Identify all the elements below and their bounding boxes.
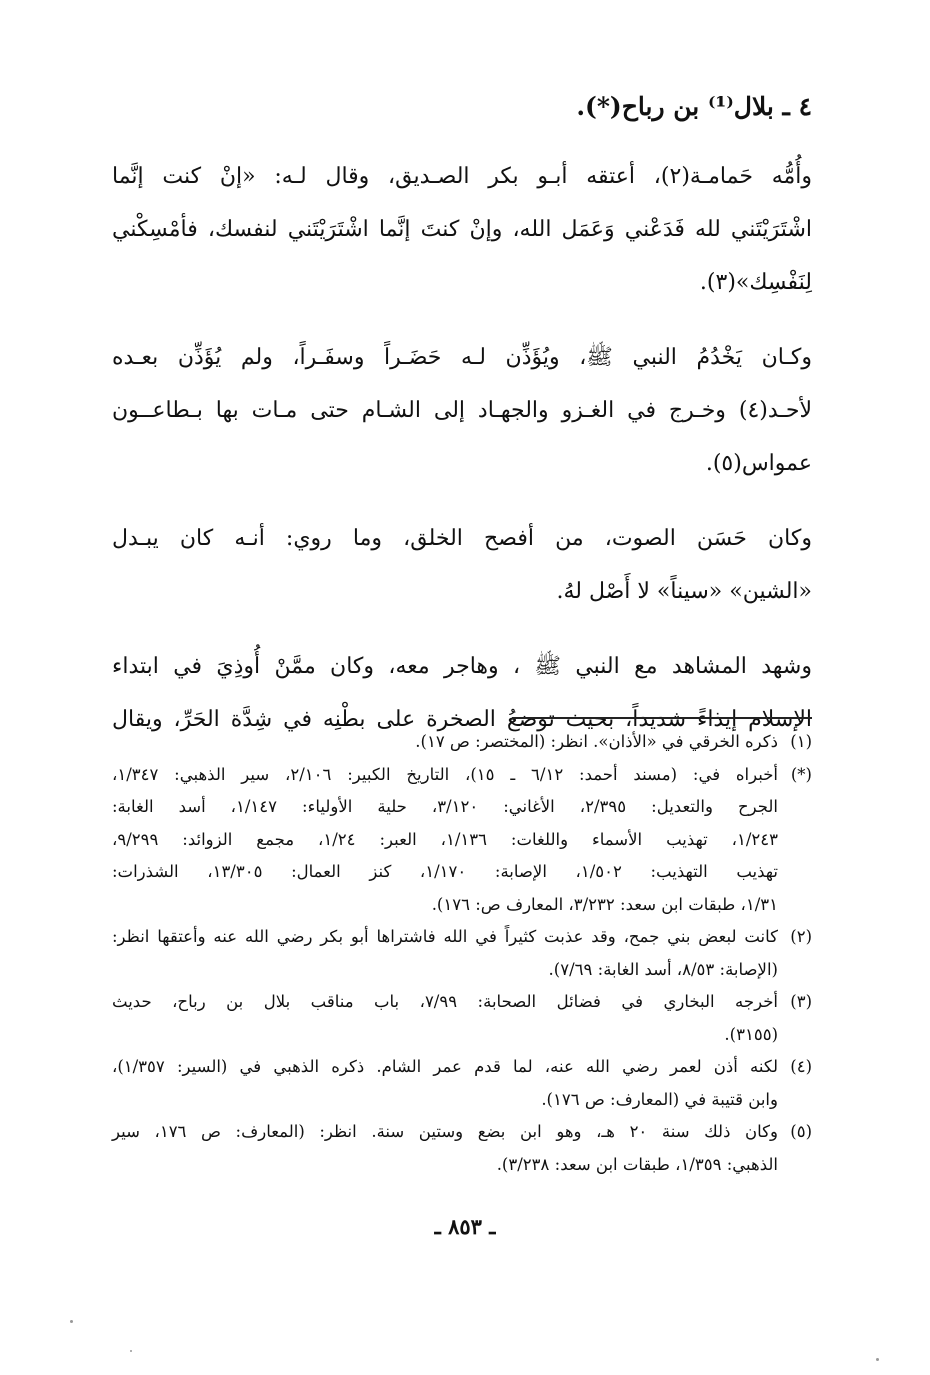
footnote-line: تهذيب التهذيب: ١/٥٠٢، الإصابة: ١/١٧٠، كنز العمال: ١٣/٣٠٥، الشذرات: bbox=[112, 862, 778, 881]
footnote-1 bbox=[112, 726, 812, 759]
footnotes bbox=[112, 726, 812, 1181]
scan-speck bbox=[130, 1350, 132, 1352]
footnote-line: ذكره الخرقي في «الأذان». انظر: (المختصر: ص ١٧). bbox=[415, 732, 778, 751]
entry-heading: ٤ ـ بلال⁽¹⁾ بن رباح(*). bbox=[576, 92, 812, 121]
footnote-number: (*) bbox=[790, 764, 812, 784]
footnote-line: وكان ذلك سنة ٢٠ هـ، وهو ابن بضع وستين سنة. انظر: (المعارف: ص ١٧٦، سير bbox=[112, 1122, 778, 1141]
footnote-star bbox=[112, 759, 812, 922]
text-line: عمواس(٥). bbox=[705, 451, 812, 476]
footnote-line: الذهبي: ١/٣٥٩، طبقات ابن سعد: ٣/٢٣٨). bbox=[496, 1154, 778, 1174]
footnote-line: (٣١٥٥). bbox=[724, 1024, 778, 1044]
text-line: لأحـد(٤) وخـرج في الغـزو والجهـاد إلى الشـام حتى مـات بها بـطاعــون bbox=[112, 398, 812, 423]
paragraph-2 bbox=[112, 331, 812, 490]
footnote-number: (٤) bbox=[790, 1057, 812, 1076]
footnote-number: (٢) bbox=[790, 927, 812, 946]
footnote-line: ١/٣١، طبقات ابن سعد: ٣/٢٣٢، المعارف ص: ١٧٦). bbox=[431, 894, 778, 914]
scan-speck bbox=[876, 1358, 879, 1361]
footnote-number: (١) bbox=[790, 732, 812, 751]
text-line: الإسلام إيذاءً شديداً، بحيث توضعُ الصخرة على بطْنِه في شِدَّة الحَرِّ، ويقال bbox=[112, 707, 812, 732]
text-line: وكـان يَخْدُمُ النبي ﷺ، ويُؤَذِّن لـه حَضَـراً وسفَـراً، ولم يُؤَذِّن بعـده bbox=[112, 345, 812, 370]
paragraph-1 bbox=[112, 150, 812, 309]
footnote-number: (٥) bbox=[790, 1122, 812, 1141]
text-line: وكان حَسَن الصوت، من أفصح الخلق، وما روي: أنـه كان يبـدل bbox=[112, 526, 812, 551]
footnote-4 bbox=[112, 1051, 812, 1116]
footnote-line: كانت لبعض بني جمح، وقد عذبت كثيراً في الله فاشتراها أبو بكر رضي الله عنه وأعتقها انظر: bbox=[112, 927, 778, 946]
scan-speck bbox=[70, 1320, 73, 1323]
text-line: وأُمُّه حَمامـة(٢)، أعتقه أبـو بكر الصـديق، وقال لـه: «إنْ كنت إنَّما bbox=[112, 164, 813, 189]
text-line: وشهد المشاهد مع النبي ﷺ ، وهاجر معه، وكان ممَّنْ أُوذِيَ في ابتداء bbox=[112, 654, 812, 679]
text-line: «الشين» «سيناً» لا أَصْل لهُ. bbox=[556, 579, 812, 604]
text-line: اشْتَرَيْتَني لله فَدَعْني وَعَمَل الله، وإنْ كنتَ إنَّما اشْتَرَيْتَني لنفسك، فأمْسِكْني bbox=[112, 217, 812, 242]
footnote-line: ١/٢٤٣، تهذيب الأسماء واللغات: ١/١٣٦، العبر: ١/٢٤، مجمع الزوائد: ٩/٢٩٩، bbox=[112, 829, 779, 849]
footnote-line: لكنه أذن لعمر رضي الله عنه، لما قدم عمر الشام. ذكره الذهبي في (السير: ١/٣٥٧)، bbox=[112, 1057, 778, 1076]
footnote-line: (الإصابة: ٨/٥٣، أسد الغابة: ٧/٦٩). bbox=[548, 959, 778, 979]
page-number: ـ ٨٥٣ ـ bbox=[434, 1214, 496, 1239]
footnote-line: الجرح والتعديل: ٢/٣٩٥، الأغاني: ٣/١٢٠، حلية الأولياء: ١/١٤٧، أسد الغابة: bbox=[112, 797, 778, 816]
footnote-divider bbox=[512, 717, 812, 719]
footnote-line: وابن قتيبة في (المعارف: ص ١٧٦). bbox=[541, 1089, 778, 1109]
footnote-line: أخرجه البخاري في فضائل الصحابة: ٧/٩٩، باب مناقب بلال بن رباح، حديث bbox=[112, 992, 778, 1011]
footnote-5 bbox=[112, 1116, 812, 1181]
main-text bbox=[112, 150, 812, 768]
footnote-number: (٣) bbox=[790, 992, 812, 1011]
footnote-3 bbox=[112, 986, 812, 1051]
text-line: لِنَفْسِك»(٣). bbox=[699, 270, 812, 295]
footnote-line: أخبراه في: (مسند أحمد: ٦/١٢ ـ ١٥)، التاريخ الكبير: ٢/١٠٦، سير الذهبي: ١/٣٤٧، bbox=[112, 764, 779, 784]
paragraph-3 bbox=[112, 512, 812, 618]
footnote-2 bbox=[112, 921, 812, 986]
